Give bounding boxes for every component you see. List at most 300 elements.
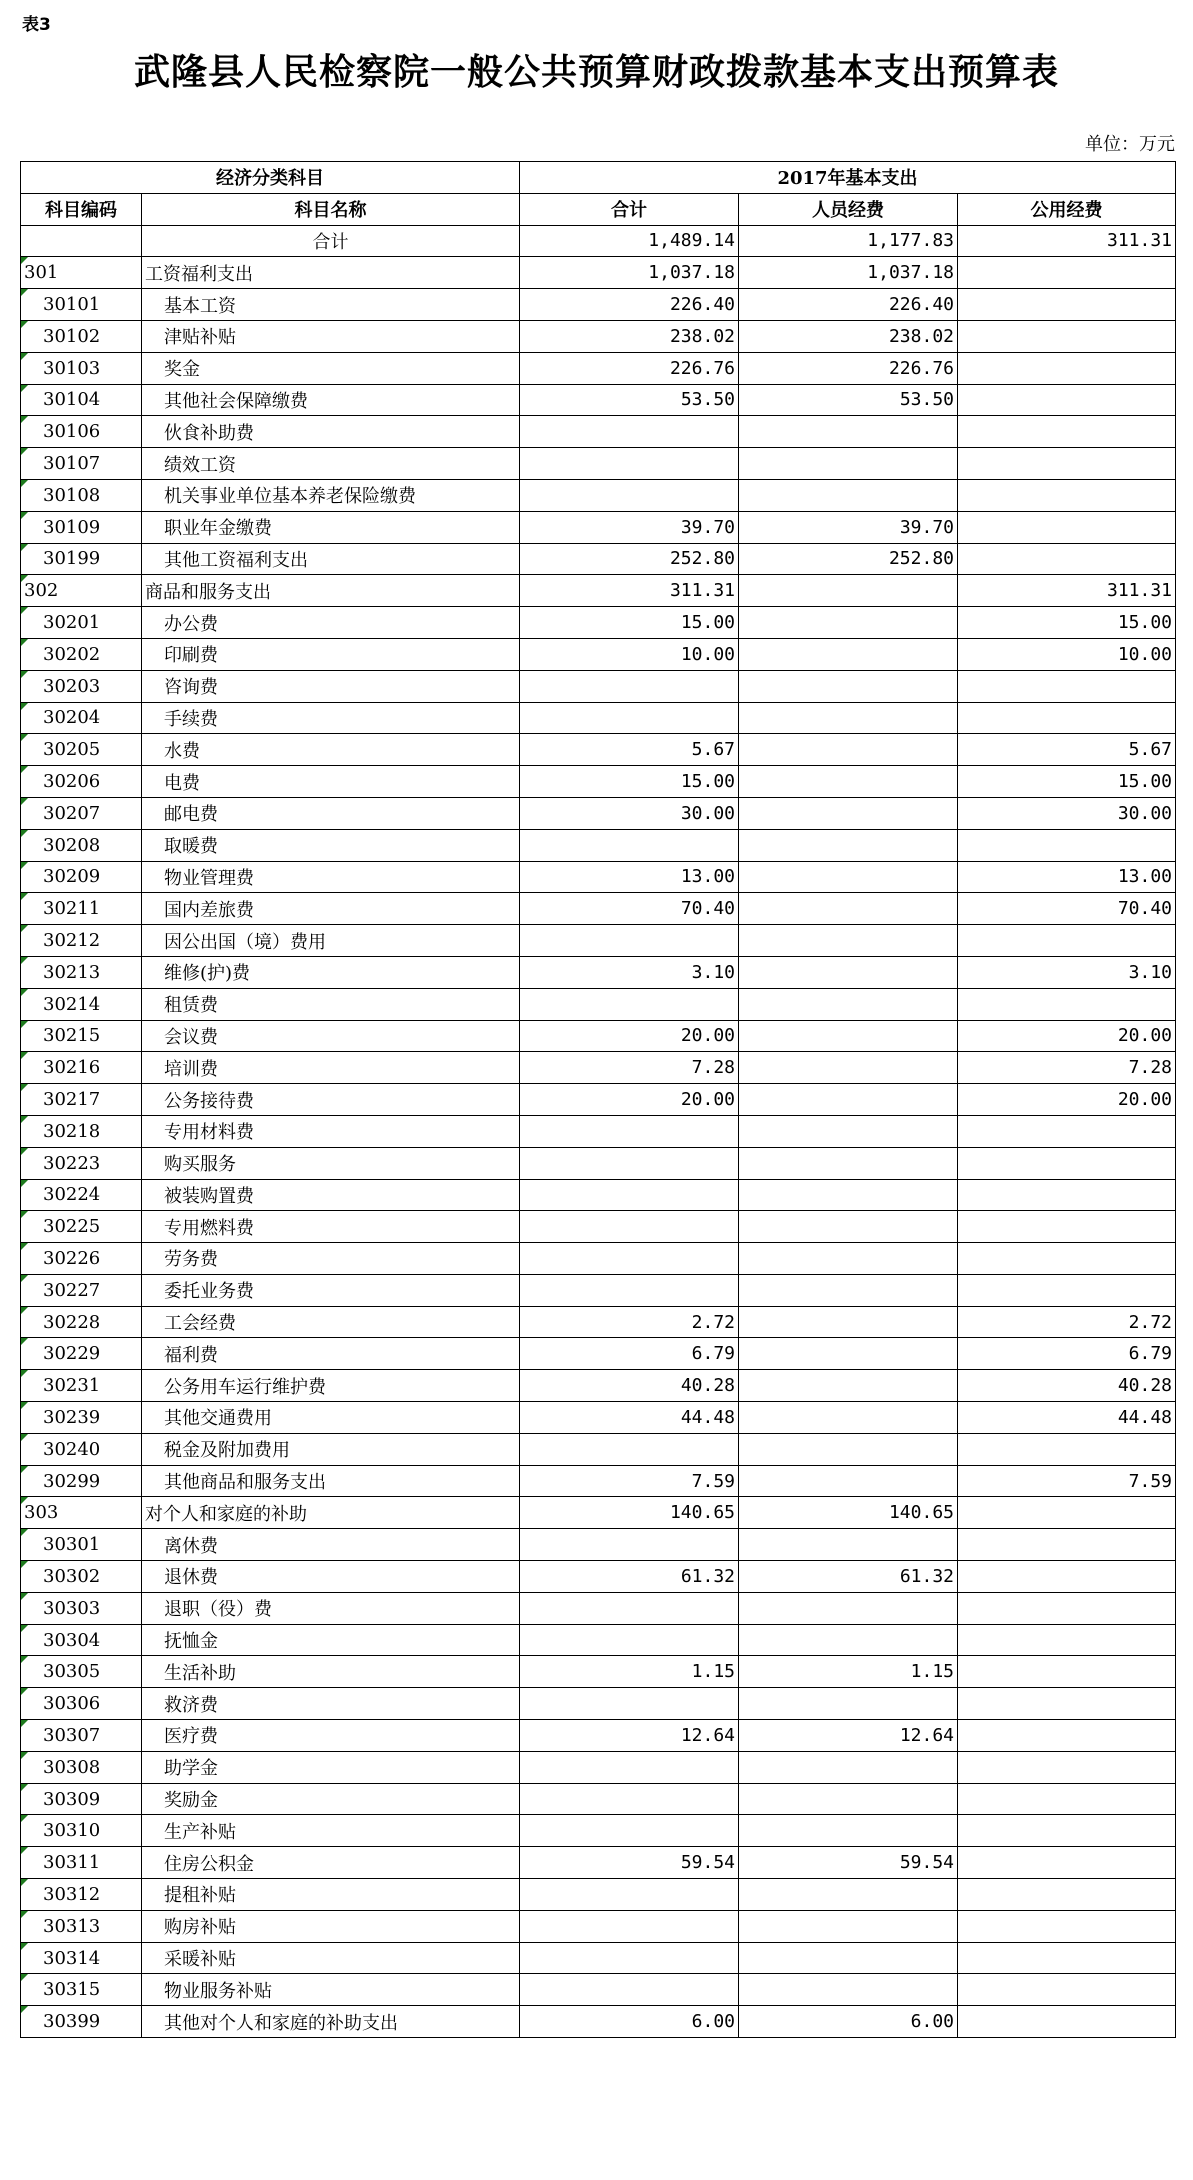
row-total: 6.79 <box>520 1338 739 1370</box>
row-code: 30107 <box>21 448 142 480</box>
header-economic-category: 经济分类科目 <box>21 162 520 194</box>
row-total <box>520 1910 739 1942</box>
row-personnel <box>739 1243 958 1275</box>
table-row <box>21 1465 1176 1497</box>
row-code: 30226 <box>21 1243 142 1275</box>
header-name: 科目名称 <box>142 193 520 225</box>
table-row <box>21 511 1176 543</box>
row-code: 30306 <box>21 1688 142 1720</box>
row-personnel: 12.64 <box>739 1720 958 1752</box>
row-name: 助学金 <box>142 1751 520 1783</box>
row-code: 30217 <box>21 1084 142 1116</box>
row-name: 购买服务 <box>142 1147 520 1179</box>
table-row <box>21 1529 1176 1561</box>
row-public: 5.67 <box>958 734 1176 766</box>
row-personnel <box>739 1879 958 1911</box>
row-personnel <box>739 1529 958 1561</box>
total-row <box>21 225 1176 257</box>
row-name: 离休费 <box>142 1529 520 1561</box>
row-public <box>958 1879 1176 1911</box>
row-public <box>958 1115 1176 1147</box>
row-personnel: 252.80 <box>739 543 958 575</box>
table-row <box>21 352 1176 384</box>
row-name: 商品和服务支出 <box>142 575 520 607</box>
table-row <box>21 829 1176 861</box>
unit-label: 单位：万元 <box>1085 134 1175 155</box>
row-name: 医疗费 <box>142 1720 520 1752</box>
row-total: 1,037.18 <box>520 257 739 289</box>
table-row <box>21 1561 1176 1593</box>
row-name: 基本工资 <box>142 289 520 321</box>
row-code: 30239 <box>21 1402 142 1434</box>
row-name: 委托业务费 <box>142 1274 520 1306</box>
row-personnel: 226.40 <box>739 289 958 321</box>
table-row <box>21 988 1176 1020</box>
total-amount: 1,489.14 <box>520 225 739 257</box>
row-personnel <box>739 1115 958 1147</box>
header-row-columns <box>21 193 1176 225</box>
row-total: 12.64 <box>520 1720 739 1752</box>
total-personnel: 1,177.83 <box>739 225 958 257</box>
row-total: 13.00 <box>520 861 739 893</box>
row-name: 公务接待费 <box>142 1084 520 1116</box>
row-total: 15.00 <box>520 607 739 639</box>
row-name: 工会经费 <box>142 1306 520 1338</box>
row-public: 20.00 <box>958 1020 1176 1052</box>
table-row <box>21 956 1176 988</box>
row-name: 其他商品和服务支出 <box>142 1465 520 1497</box>
table-row <box>21 1974 1176 2006</box>
row-total <box>520 829 739 861</box>
row-code: 303 <box>21 1497 142 1529</box>
row-total: 6.00 <box>520 2006 739 2038</box>
row-personnel <box>739 1370 958 1402</box>
row-code: 30299 <box>21 1465 142 1497</box>
row-public <box>958 1751 1176 1783</box>
row-personnel: 1,037.18 <box>739 257 958 289</box>
row-code: 30204 <box>21 702 142 734</box>
row-personnel <box>739 448 958 480</box>
row-public: 20.00 <box>958 1084 1176 1116</box>
row-total: 40.28 <box>520 1370 739 1402</box>
row-personnel: 6.00 <box>739 2006 958 2038</box>
row-name: 生活补助 <box>142 1656 520 1688</box>
row-name: 奖励金 <box>142 1783 520 1815</box>
row-code: 30214 <box>21 988 142 1020</box>
row-total: 59.54 <box>520 1847 739 1879</box>
table-row <box>21 1020 1176 1052</box>
table-row <box>21 543 1176 575</box>
row-name: 邮电费 <box>142 797 520 829</box>
row-public <box>958 1815 1176 1847</box>
row-personnel <box>739 1179 958 1211</box>
table-row <box>21 1211 1176 1243</box>
row-public <box>958 1211 1176 1243</box>
row-personnel <box>739 1052 958 1084</box>
row-code: 30311 <box>21 1847 142 1879</box>
row-name: 抚恤金 <box>142 1624 520 1656</box>
row-total <box>520 670 739 702</box>
row-name: 专用材料费 <box>142 1115 520 1147</box>
row-name: 水费 <box>142 734 520 766</box>
table-row <box>21 1592 1176 1624</box>
table-row <box>21 1084 1176 1116</box>
row-personnel <box>739 575 958 607</box>
row-code: 30212 <box>21 925 142 957</box>
row-code: 30223 <box>21 1147 142 1179</box>
row-public: 2.72 <box>958 1306 1176 1338</box>
row-public <box>958 1147 1176 1179</box>
row-code: 30205 <box>21 734 142 766</box>
table-row <box>21 384 1176 416</box>
row-public: 15.00 <box>958 607 1176 639</box>
row-total: 7.59 <box>520 1465 739 1497</box>
row-total: 39.70 <box>520 511 739 543</box>
row-name: 生产补贴 <box>142 1815 520 1847</box>
row-total <box>520 1974 739 2006</box>
table-row <box>21 638 1176 670</box>
row-personnel <box>739 1306 958 1338</box>
row-public <box>958 1592 1176 1624</box>
table-row <box>21 1147 1176 1179</box>
row-public <box>958 320 1176 352</box>
row-public: 15.00 <box>958 766 1176 798</box>
table-row <box>21 448 1176 480</box>
row-public <box>958 1847 1176 1879</box>
row-name: 住房公积金 <box>142 1847 520 1879</box>
page-title: 武隆县人民检察院一般公共预算财政拨款基本支出预算表 <box>133 52 1059 93</box>
row-public: 30.00 <box>958 797 1176 829</box>
row-public: 40.28 <box>958 1370 1176 1402</box>
row-total <box>520 1115 739 1147</box>
row-name: 印刷费 <box>142 638 520 670</box>
row-total: 70.40 <box>520 893 739 925</box>
row-name: 福利费 <box>142 1338 520 1370</box>
row-name: 其他对个人和家庭的补助支出 <box>142 2006 520 2038</box>
row-code: 30305 <box>21 1656 142 1688</box>
row-code: 30227 <box>21 1274 142 1306</box>
row-personnel <box>739 479 958 511</box>
row-personnel: 61.32 <box>739 1561 958 1593</box>
row-code: 30108 <box>21 479 142 511</box>
table-row <box>21 1274 1176 1306</box>
row-personnel <box>739 638 958 670</box>
row-personnel <box>739 1974 958 2006</box>
table-row <box>21 479 1176 511</box>
row-code: 301 <box>21 257 142 289</box>
row-personnel <box>739 1624 958 1656</box>
row-total <box>520 1942 739 1974</box>
row-personnel <box>739 861 958 893</box>
table-row <box>21 893 1176 925</box>
row-total <box>520 1783 739 1815</box>
row-personnel: 238.02 <box>739 320 958 352</box>
table-row <box>21 702 1176 734</box>
table-row <box>21 2006 1176 2038</box>
row-personnel <box>739 1433 958 1465</box>
row-personnel <box>739 829 958 861</box>
row-personnel: 140.65 <box>739 1497 958 1529</box>
row-public <box>958 257 1176 289</box>
row-personnel <box>739 766 958 798</box>
header-total: 合计 <box>520 193 739 225</box>
row-name: 专用燃料费 <box>142 1211 520 1243</box>
row-name: 伙食补助费 <box>142 416 520 448</box>
row-name: 物业管理费 <box>142 861 520 893</box>
row-personnel <box>739 925 958 957</box>
header-personnel: 人员经费 <box>739 193 958 225</box>
table-row <box>21 1624 1176 1656</box>
row-public: 7.28 <box>958 1052 1176 1084</box>
row-public <box>958 1656 1176 1688</box>
row-personnel <box>739 607 958 639</box>
row-code: 30312 <box>21 1879 142 1911</box>
row-code: 30301 <box>21 1529 142 1561</box>
row-public: 13.00 <box>958 861 1176 893</box>
row-total <box>520 416 739 448</box>
row-public: 6.79 <box>958 1338 1176 1370</box>
table-row <box>21 320 1176 352</box>
row-name: 税金及附加费用 <box>142 1433 520 1465</box>
row-name: 维修(护)费 <box>142 956 520 988</box>
row-personnel <box>739 1211 958 1243</box>
table-row <box>21 289 1176 321</box>
table-row <box>21 1433 1176 1465</box>
row-total: 44.48 <box>520 1402 739 1434</box>
row-public <box>958 829 1176 861</box>
row-code: 30104 <box>21 384 142 416</box>
row-total: 15.00 <box>520 766 739 798</box>
total-label: 合计 <box>142 225 520 257</box>
row-personnel <box>739 1084 958 1116</box>
row-code: 30229 <box>21 1338 142 1370</box>
row-name: 手续费 <box>142 702 520 734</box>
row-total: 5.67 <box>520 734 739 766</box>
table-row <box>21 1783 1176 1815</box>
row-public: 311.31 <box>958 575 1176 607</box>
row-total <box>520 1179 739 1211</box>
row-public: 3.10 <box>958 956 1176 988</box>
row-code: 30206 <box>21 766 142 798</box>
row-total <box>520 1211 739 1243</box>
table-row <box>21 1879 1176 1911</box>
row-public <box>958 384 1176 416</box>
row-personnel: 1.15 <box>739 1656 958 1688</box>
row-name: 其他交通费用 <box>142 1402 520 1434</box>
table-row <box>21 1370 1176 1402</box>
row-public: 44.48 <box>958 1402 1176 1434</box>
row-personnel <box>739 1815 958 1847</box>
row-total <box>520 1688 739 1720</box>
row-public <box>958 1243 1176 1275</box>
row-personnel <box>739 1688 958 1720</box>
row-code: 30228 <box>21 1306 142 1338</box>
row-personnel <box>739 1465 958 1497</box>
row-name: 国内差旅费 <box>142 893 520 925</box>
table-row <box>21 1115 1176 1147</box>
row-total <box>520 1243 739 1275</box>
row-code: 30199 <box>21 543 142 575</box>
row-code: 30218 <box>21 1115 142 1147</box>
table-row <box>21 1402 1176 1434</box>
row-code: 30106 <box>21 416 142 448</box>
row-total <box>520 479 739 511</box>
table-row <box>21 797 1176 829</box>
row-public <box>958 511 1176 543</box>
row-public <box>958 1529 1176 1561</box>
row-public: 7.59 <box>958 1465 1176 1497</box>
row-code: 30310 <box>21 1815 142 1847</box>
row-total <box>520 1624 739 1656</box>
row-name: 其他社会保障缴费 <box>142 384 520 416</box>
row-public <box>958 1783 1176 1815</box>
row-public: 10.00 <box>958 638 1176 670</box>
row-name: 退职（役）费 <box>142 1592 520 1624</box>
row-personnel <box>739 1592 958 1624</box>
table-number: 表3 <box>22 15 51 35</box>
row-total <box>520 702 739 734</box>
row-personnel <box>739 1942 958 1974</box>
row-total <box>520 1433 739 1465</box>
row-total: 61.32 <box>520 1561 739 1593</box>
row-name: 公务用车运行维护费 <box>142 1370 520 1402</box>
table-row <box>21 257 1176 289</box>
row-name: 咨询费 <box>142 670 520 702</box>
table-row <box>21 925 1176 957</box>
row-code: 30201 <box>21 607 142 639</box>
row-name: 职业年金缴费 <box>142 511 520 543</box>
table-row <box>21 1688 1176 1720</box>
row-personnel: 53.50 <box>739 384 958 416</box>
row-code: 30302 <box>21 1561 142 1593</box>
row-total <box>520 448 739 480</box>
table-row <box>21 734 1176 766</box>
row-total: 140.65 <box>520 1497 739 1529</box>
row-total <box>520 1592 739 1624</box>
row-personnel <box>739 1751 958 1783</box>
row-total: 10.00 <box>520 638 739 670</box>
row-public <box>958 1720 1176 1752</box>
row-name: 其他工资福利支出 <box>142 543 520 575</box>
row-code: 30213 <box>21 956 142 988</box>
row-name: 绩效工资 <box>142 448 520 480</box>
row-personnel <box>739 1274 958 1306</box>
row-public <box>958 416 1176 448</box>
row-public <box>958 1497 1176 1529</box>
row-public <box>958 1974 1176 2006</box>
row-personnel: 226.76 <box>739 352 958 384</box>
table-row <box>21 1306 1176 1338</box>
row-name: 电费 <box>142 766 520 798</box>
row-total <box>520 1815 739 1847</box>
row-total <box>520 1274 739 1306</box>
row-name: 被装购置费 <box>142 1179 520 1211</box>
row-personnel <box>739 416 958 448</box>
row-name: 取暖费 <box>142 829 520 861</box>
row-code: 30225 <box>21 1211 142 1243</box>
table-row <box>21 416 1176 448</box>
row-name: 购房补贴 <box>142 1910 520 1942</box>
row-public <box>958 1274 1176 1306</box>
row-personnel <box>739 670 958 702</box>
row-total: 7.28 <box>520 1052 739 1084</box>
row-name: 救济费 <box>142 1688 520 1720</box>
row-personnel <box>739 1402 958 1434</box>
header-public: 公用经费 <box>958 193 1176 225</box>
row-name: 培训费 <box>142 1052 520 1084</box>
row-code: 30307 <box>21 1720 142 1752</box>
row-name: 机关事业单位基本养老保险缴费 <box>142 479 520 511</box>
row-total: 3.10 <box>520 956 739 988</box>
row-personnel <box>739 797 958 829</box>
row-code: 30309 <box>21 1783 142 1815</box>
row-public <box>958 925 1176 957</box>
table-row <box>21 1815 1176 1847</box>
table-row <box>21 1179 1176 1211</box>
row-public <box>958 1942 1176 1974</box>
row-code: 30202 <box>21 638 142 670</box>
total-code-cell <box>21 225 142 257</box>
table-row <box>21 670 1176 702</box>
row-code: 30203 <box>21 670 142 702</box>
row-code: 30303 <box>21 1592 142 1624</box>
row-total: 53.50 <box>520 384 739 416</box>
row-total: 226.40 <box>520 289 739 321</box>
row-public <box>958 2006 1176 2038</box>
row-total: 2.72 <box>520 1306 739 1338</box>
row-total: 252.80 <box>520 543 739 575</box>
row-name: 工资福利支出 <box>142 257 520 289</box>
total-public: 311.31 <box>958 225 1176 257</box>
table-row <box>21 1338 1176 1370</box>
row-name: 租赁费 <box>142 988 520 1020</box>
row-name: 退休费 <box>142 1561 520 1593</box>
row-public <box>958 1561 1176 1593</box>
row-code: 30224 <box>21 1179 142 1211</box>
table-row <box>21 607 1176 639</box>
row-public <box>958 1179 1176 1211</box>
table-row <box>21 1656 1176 1688</box>
row-total <box>520 1751 739 1783</box>
table-row <box>21 1942 1176 1974</box>
row-total: 1.15 <box>520 1656 739 1688</box>
row-code: 30240 <box>21 1433 142 1465</box>
row-total <box>520 925 739 957</box>
row-personnel <box>739 988 958 1020</box>
row-personnel <box>739 1338 958 1370</box>
row-personnel <box>739 1147 958 1179</box>
table-row <box>21 575 1176 607</box>
row-name: 物业服务补贴 <box>142 1974 520 2006</box>
row-personnel <box>739 1910 958 1942</box>
table-row <box>21 1243 1176 1275</box>
row-code: 30102 <box>21 320 142 352</box>
row-public <box>958 1688 1176 1720</box>
row-code: 30314 <box>21 1942 142 1974</box>
row-code: 30109 <box>21 511 142 543</box>
row-code: 30315 <box>21 1974 142 2006</box>
row-total: 311.31 <box>520 575 739 607</box>
row-public <box>958 1624 1176 1656</box>
table-row <box>21 1497 1176 1529</box>
row-personnel <box>739 956 958 988</box>
row-personnel: 59.54 <box>739 1847 958 1879</box>
row-code: 30399 <box>21 2006 142 2038</box>
row-total: 30.00 <box>520 797 739 829</box>
row-code: 30207 <box>21 797 142 829</box>
row-code: 30216 <box>21 1052 142 1084</box>
table-row <box>21 1720 1176 1752</box>
